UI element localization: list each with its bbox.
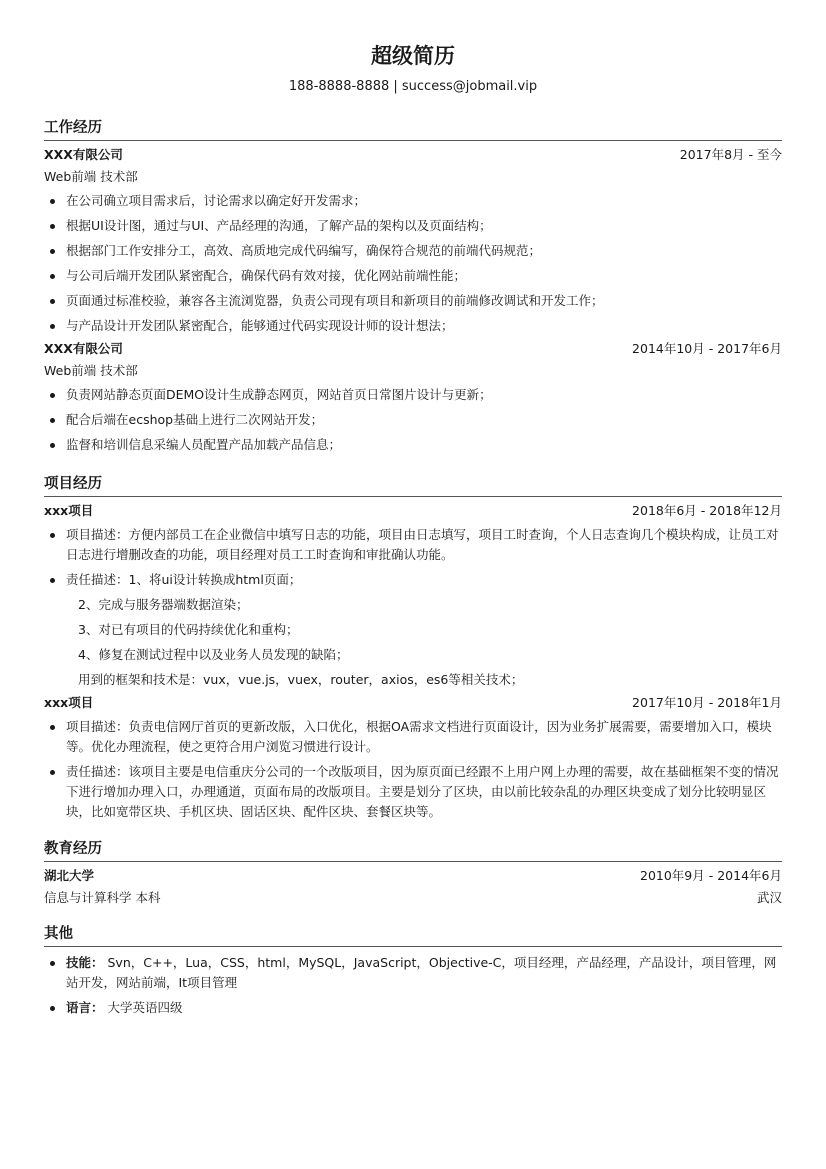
company-name: XXX有限公司: [44, 341, 123, 356]
bullet-icon: [50, 249, 55, 254]
list-item: [44, 522, 782, 567]
date-range: 2017年10月 - 2018年1月: [632, 695, 782, 710]
education-section: [44, 838, 782, 909]
work-section-title: 工作经历: [44, 117, 782, 141]
other-section: [44, 923, 782, 1020]
bullet-icon: [50, 770, 55, 775]
school-name: 湖北大学: [44, 868, 95, 883]
duty-list: [44, 382, 782, 457]
item-text: 项目描述：方便内部员工在企业微信中填写日志的功能，项目由日志填写，项目工时查询，个人日志查询几个模块构成，让员工对日志进行增删改查的功能，项目经理对员工工时查询和审批确认功能。: [66, 527, 779, 562]
list-item: [44, 714, 782, 759]
resume-title: 超级简历: [371, 44, 455, 68]
work-section: [44, 117, 782, 457]
other-list: [44, 950, 782, 1020]
entry-header: [44, 865, 782, 887]
project-details: [44, 714, 782, 824]
item-text: 监督和培训信息采编人员配置产品加载产品信息；: [66, 437, 342, 452]
language-label: 语言：: [66, 1000, 104, 1015]
item-text: 页面通过标准校验，兼容各主流浏览器，负责公司现有项目和新项目的前端修改调试和开发工作；: [66, 293, 604, 308]
skills-label: 技能：: [66, 955, 104, 970]
work-entry: [44, 338, 782, 457]
list-item: [44, 567, 782, 592]
entry-role: [44, 360, 782, 382]
project-entry: [44, 500, 782, 692]
item-text: 责任描述：该项目主要是电信重庆分公司的一个改版项目，因为原页面已经跟不上用户网上办理的需要，故在基础框架不变的情况下进行增加办理入口，办理通道，页面布局的改版项目。主要是划分了区块，由以前比较杂乱的办理区块变成了划分比较明显区块，比如宽带区块、手机区块、固话区块、配件区块、套餐区块等。: [66, 764, 779, 819]
list-item: [44, 407, 782, 432]
bullet-icon: [50, 299, 55, 304]
sub-line: 用到的框架和技术是：vux，vue.js，vuex，router，axios，es6等相关技术；: [78, 672, 524, 687]
list-item: [44, 188, 782, 213]
sub-line: 2、完成与服务器端数据渲染；: [78, 597, 249, 612]
role: Web前端 技术部: [44, 169, 138, 184]
bullet-icon: [50, 1006, 55, 1011]
bullet-icon: [50, 578, 55, 583]
other-section-title: 其他: [44, 923, 782, 947]
education-section-title: 教育经历: [44, 838, 782, 862]
contact-info: 188-8888-8888 | success@jobmail.vip: [288, 79, 538, 94]
list-item: [44, 313, 782, 338]
list-item: [44, 432, 782, 457]
list-item: [44, 995, 782, 1020]
bullet-icon: [50, 533, 55, 538]
project-details: [44, 522, 782, 592]
entry-header: [44, 692, 782, 714]
list-item: [44, 759, 782, 824]
item-text: 根据UI设计图，通过与UI、产品经理的沟通，了解产品的架构以及页面结构；: [66, 218, 492, 233]
item-text: 与公司后端开发团队紧密配合，确保代码有效对接，优化网站前端性能；: [66, 268, 467, 283]
item-text: 根据部门工作安排分工，高效、高质地完成代码编写，确保符合规范的前端代码规范；: [66, 243, 542, 258]
date-range: 2014年10月 - 2017年6月: [632, 341, 782, 356]
date-range: 2010年9月 - 2014年6月: [640, 868, 782, 883]
entry-role: [44, 166, 782, 188]
bullet-icon: [50, 274, 55, 279]
item-text: 负责网站静态页面DEMO设计生成静态网页，网站首页日常图片设计与更新；: [66, 387, 492, 402]
project-entry: [44, 692, 782, 824]
work-entry: [44, 144, 782, 338]
list-item: [44, 382, 782, 407]
responsibility-lines: [44, 592, 782, 692]
project-name: xxx项目: [44, 503, 94, 518]
bullet-icon: [50, 324, 55, 329]
entry-major: [44, 887, 782, 909]
list-item: [44, 238, 782, 263]
sub-line: 4、修复在测试过程中以及业务人员发现的缺陷；: [78, 647, 349, 662]
city: 武汉: [756, 890, 782, 905]
skills-text: Svn，C++，Lua，CSS，html，MySQL，JavaScript，Objective-C，项目经理，产品经理，产品设计，项目管理，网站开发，网站前端，It项目管理: [66, 955, 777, 990]
bullet-icon: [50, 199, 55, 204]
list-item: [44, 213, 782, 238]
bullet-icon: [50, 961, 55, 966]
project-section-title: 项目经历: [44, 473, 782, 497]
item-text: 配合后端在ecshop基础上进行二次网站开发；: [66, 412, 324, 427]
item-text: 项目描述：负责电信网厅首页的更新改版，入口优化，根据OA需求文档进行页面设计，因为业务扩展需要，需要增加入口，模块等。优化办理流程，使之更符合用户浏览习惯进行设计。: [66, 719, 772, 754]
project-section: [44, 473, 782, 824]
bullet-icon: [50, 224, 55, 229]
project-name: xxx项目: [44, 695, 94, 710]
list-item: [44, 950, 782, 995]
item-text: 与产品设计开发团队紧密配合，能够通过代码实现设计师的设计想法；: [66, 318, 454, 333]
sub-line: 3、对已有项目的代码持续优化和重构；: [78, 622, 299, 637]
language-text: 大学英语四级: [103, 1000, 183, 1015]
entry-header: [44, 144, 782, 166]
bullet-icon: [50, 725, 55, 730]
entry-header: [44, 338, 782, 360]
entry-header: [44, 500, 782, 522]
bullet-icon: [50, 418, 55, 423]
list-item: [44, 288, 782, 313]
date-range: 2017年8月 - 至今: [679, 147, 782, 162]
major: 信息与计算科学 本科: [44, 890, 161, 905]
company-name: XXX有限公司: [44, 147, 123, 162]
list-item: [44, 263, 782, 288]
bullet-icon: [50, 393, 55, 398]
item-text: 在公司确立项目需求后，讨论需求以确定好开发需求；: [66, 193, 367, 208]
date-range: 2018年6月 - 2018年12月: [632, 503, 782, 518]
bullet-icon: [50, 443, 55, 448]
duty-list: [44, 188, 782, 338]
item-text: 责任描述：1、将ui设计转换成html页面；: [66, 572, 302, 587]
role: Web前端 技术部: [44, 363, 138, 378]
